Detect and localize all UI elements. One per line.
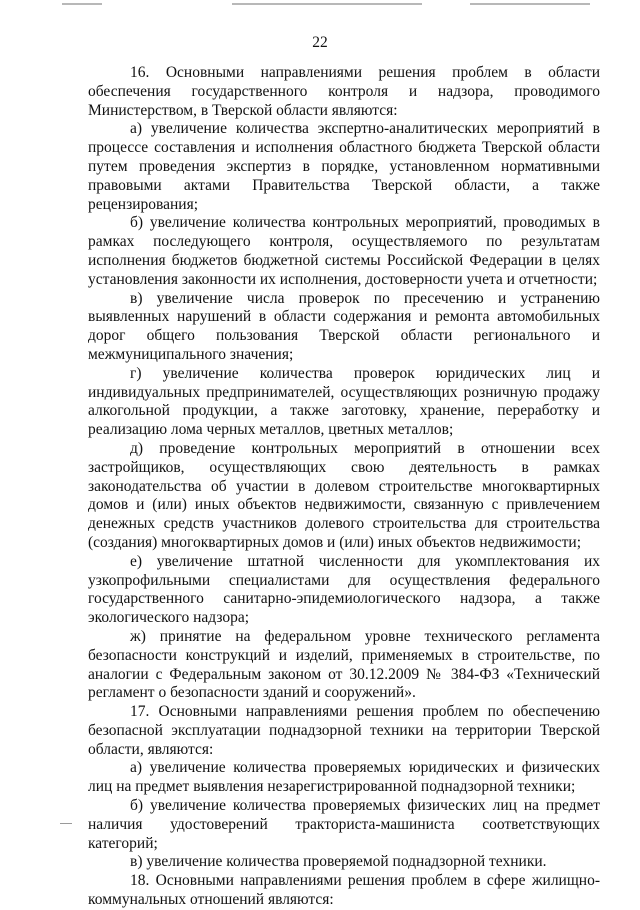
top-edge-rule-center — [232, 3, 422, 5]
paragraph-16-item-g: г) увеличение количества проверок юридических лиц и индивидуальных предпринимателей, осуществляющих розничную продажу алкогольной продукции, а также заготовку, хранение, переработку и реализацию лома черных металлов, цветных металлов; — [88, 364, 600, 439]
paragraph-17-item-a: а) увеличение количества проверяемых юридических и физических лиц на предмет выявления незарегистрированной поднадзорной техники; — [88, 759, 600, 796]
paragraph-16-heading: 16. Основными направлениями решения проблем в области обеспечения государственного контроля и надзора, проводимого Министерством, в Тверской области являются: — [88, 64, 600, 119]
paragraph-16-item-e: е) увеличение штатной численности для укомплектования их узкопрофильными специалистами для осуществления федерального государственного санитарно-эпидемиологического надзора, а также экологического надзора; — [88, 552, 600, 627]
top-edge-rule-right — [470, 3, 590, 5]
paragraph-16-item-b: б) увеличение количества контрольных мероприятий, проводимых в рамках последующего контроля, осуществляемого по результатам исполнения бюджетов бюджетной системы Российской Федерации в целях установления законности их исполнения, достоверности учета и отчетности; — [88, 214, 600, 288]
scan-mark — [60, 823, 72, 824]
paragraph-17-item-b: б) увеличение количества проверяемых физических лиц на предмет наличия удостоверений тракториста-машиниста соответствующих категорий; — [88, 797, 600, 852]
paragraph-17-heading: 17. Основными направлениями решения проблем по обеспечению безопасной эксплуатации поднадзорной техники на территории Тверской области, являются: — [88, 703, 600, 758]
paragraph-16-item-zh: ж) принятие на федеральном уровне технического регламента безопасности конструкций и изделий, применяемых в строительстве, по аналогии с Федеральным законом от 30.12.2009 № 384-ФЗ «Технический регламент о безопасности зданий и сооружений». — [88, 627, 600, 702]
page-number: 22 — [312, 34, 328, 51]
top-edge-rule-left — [62, 3, 102, 5]
paragraph-17-item-v: в) увеличение количества проверяемой поднадзорной техники. — [130, 853, 547, 871]
paragraph-16-item-d: д) проведение контрольных мероприятий в отношении всех застройщиков, осуществляющих свою деятельность в рамках законодательства об участии в долевом строительстве многоквартирных домов и (или) иных объектов недвижимости, связанную с привлечением денежных средств участников долевого строительства для строительства (создания) многоквартирных домов и (или) иных объектов недвижимости; — [88, 439, 600, 551]
paragraph-16-item-v: в) увеличение числа проверок по пресечению и устранению выявленных нарушений в области содержания и ремонта автомобильных дорог общего пользования Тверской области регионального и межмуниципального значения; — [88, 289, 600, 363]
document-body — [88, 64, 600, 910]
paragraph-16-item-a: а) увеличение количества экспертно-аналитических мероприятий в процессе составления и исполнения областного бюджета Тверской области путем проведения экспертиз в порядке, установленном нормативными правовыми актами Правительства Тверской области, а также рецензирования; — [88, 120, 600, 213]
paragraph-18-heading: 18. Основными направлениями решения проблем в сфере жилищно-коммунальных отношений являются: — [88, 872, 600, 909]
